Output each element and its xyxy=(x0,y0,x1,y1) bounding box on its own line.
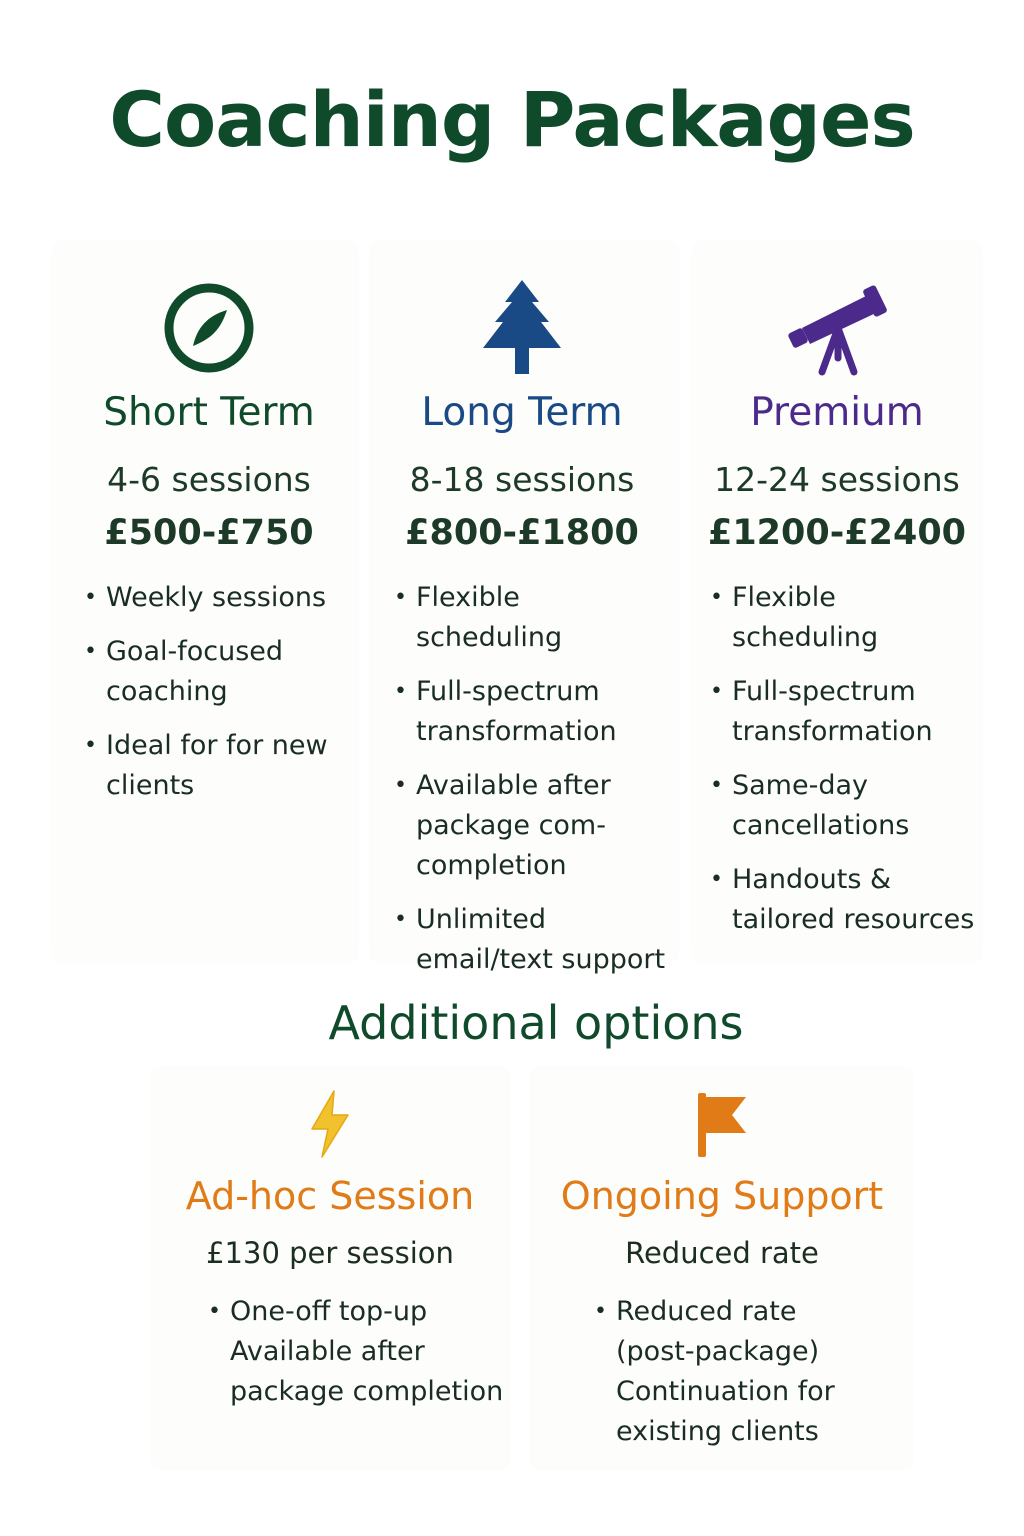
package-name: Premium xyxy=(750,390,924,435)
package-name: Short Term xyxy=(103,390,315,435)
feature-item: • Full-spectrum transformation xyxy=(394,672,674,752)
feature-item: • Handouts & tailored resources xyxy=(710,860,978,940)
feature-list xyxy=(710,578,978,954)
option-line: • One-off top-up xyxy=(230,1296,428,1327)
section-title: Additional options xyxy=(328,996,744,1050)
feature-list xyxy=(84,578,354,820)
feature-item: • Unlimited email/text support xyxy=(394,900,674,980)
option-card-ad-hoc xyxy=(150,1066,510,1470)
feature-item: • Goal-focused coaching xyxy=(84,632,354,712)
feature-item: • Same-day cancellations xyxy=(710,766,978,846)
flag-icon xyxy=(530,1086,914,1162)
package-sessions: 4-6 sessions xyxy=(107,460,311,499)
package-sessions: 8-18 sessions xyxy=(409,460,635,499)
feature-item: • Flexible scheduling xyxy=(710,578,978,658)
option-line: Available after xyxy=(230,1336,425,1367)
option-line: package completion xyxy=(230,1376,504,1407)
feature-item: • Available after package com-completion xyxy=(394,766,674,886)
package-sessions: 12-24 sessions xyxy=(714,460,960,499)
option-line: (post-package) xyxy=(616,1336,820,1367)
package-price: £800-£1800 xyxy=(405,513,639,553)
feature-item: • Weekly sessions xyxy=(84,578,354,618)
compass-icon xyxy=(54,278,364,378)
package-price: £500-£750 xyxy=(104,513,314,553)
lightning-icon xyxy=(150,1086,510,1162)
feature-list xyxy=(394,578,674,994)
package-price: £1200-£2400 xyxy=(707,513,967,553)
option-name: Ongoing Support xyxy=(560,1174,884,1218)
option-price: Reduced rate xyxy=(625,1236,819,1270)
option-feature-item xyxy=(208,1292,508,1412)
option-feature-list xyxy=(208,1292,508,1412)
option-line: existing clients xyxy=(616,1416,819,1447)
page-title: Coaching Packages xyxy=(109,75,915,164)
option-name: Ad-hoc Session xyxy=(185,1174,475,1218)
option-line: • Reduced rate xyxy=(616,1296,797,1327)
option-card-ongoing-support xyxy=(530,1066,914,1470)
feature-item: • Full-spectrum transformation xyxy=(710,672,978,752)
feature-item: • Ideal for for new clients xyxy=(84,726,354,806)
package-card-short-term xyxy=(54,242,356,962)
option-price: £130 per session xyxy=(206,1236,454,1270)
package-card-premium xyxy=(694,242,980,962)
feature-item: • Flexible scheduling xyxy=(394,578,674,658)
tree-icon xyxy=(372,278,672,378)
option-feature-item xyxy=(594,1292,904,1452)
package-card-long-term xyxy=(372,242,677,975)
option-line: Continuation for xyxy=(616,1376,835,1407)
telescope-icon xyxy=(694,278,980,378)
option-feature-list xyxy=(594,1292,904,1452)
package-name: Long Term xyxy=(421,390,623,435)
